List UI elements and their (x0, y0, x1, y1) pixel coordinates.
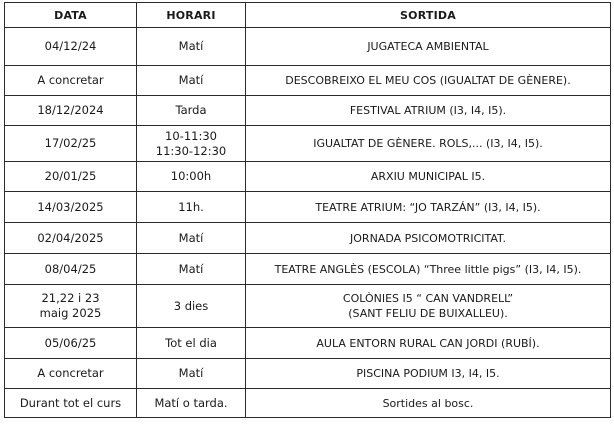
cell-data (5, 192, 137, 223)
cell-text: Matí (178, 366, 204, 380)
header-sortida: SORTIDA (246, 3, 611, 28)
cell-horari (137, 96, 246, 126)
cell-text: (SANT FELIU DE BUIXALLEU). (348, 307, 508, 320)
cell-text: 02/04/2025 (37, 230, 104, 245)
table-row (5, 126, 611, 162)
cell-horari (137, 254, 246, 285)
cell-horari (137, 223, 246, 254)
cell-sortida (246, 359, 611, 389)
cell-data (5, 126, 137, 162)
cell-text: TEATRE ATRIUM: “JO TARZÁN” (I3, I4, I5). (315, 200, 541, 214)
cell-text: FESTIVAL ATRIUM (I3, I4, I5). (349, 104, 507, 117)
cell-text: maig 2025 (39, 306, 102, 320)
table-row (5, 389, 611, 418)
cell-horari (137, 126, 246, 162)
cell-data (5, 96, 137, 126)
cell-text: 14/03/2025 (37, 199, 104, 214)
cell-horari (137, 162, 246, 192)
cell-horari (137, 192, 246, 223)
cell-text: COLÒNIES I5 “ CAN VANDRELL” (342, 292, 514, 305)
header-row (5, 3, 611, 28)
cell-text: 3 dies (173, 298, 209, 313)
cell-sortida (246, 126, 611, 162)
table-row (5, 359, 611, 389)
cell-data (5, 359, 137, 389)
outings-table (4, 2, 611, 418)
cell-data (5, 328, 137, 359)
cell-sortida (246, 192, 611, 223)
cell-text: Durant tot el curs (19, 395, 122, 410)
table-row (5, 328, 611, 359)
cell-text: 05/06/25 (44, 335, 97, 350)
cell-text: TEATRE ANGLÈS (ESCOLA) “Three little pigs” (I3, I4, I5). (274, 262, 582, 276)
cell-text: Matí (178, 230, 204, 245)
table-row (5, 285, 611, 328)
cell-text: DESCOBREIXO EL MEU COS (IGUALTAT DE GÈNERE). (285, 74, 571, 87)
cell-horari (137, 389, 246, 418)
cell-horari (137, 285, 246, 328)
cell-horari (137, 28, 246, 66)
table-row (5, 192, 611, 223)
table-row (5, 28, 611, 66)
cell-data (5, 28, 137, 66)
cell-text: AULA ENTORN RURAL CAN JORDI (RUBÍ). (316, 336, 540, 350)
cell-sortida (246, 254, 611, 285)
cell-text: A concretar (37, 73, 104, 87)
cell-data (5, 254, 137, 285)
cell-text: 21,22 i 23 (41, 291, 100, 305)
cell-horari (137, 328, 246, 359)
cell-text: IGUALTAT DE GÈNERE. ROLS,... (I3, I4, I5). (313, 137, 543, 150)
cell-text: JUGATECA AMBIENTAL (367, 40, 489, 53)
cell-text: 20/01/25 (44, 169, 97, 183)
header-data: DATA (5, 3, 137, 28)
cell-sortida (246, 389, 611, 418)
cell-text: Matí (178, 261, 204, 276)
cell-text: Matí (178, 39, 204, 53)
cell-text: Matí o tarda. (154, 395, 228, 410)
cell-text: 10:00h (170, 169, 212, 183)
cell-text: 04/12/24 (44, 39, 97, 53)
cell-sortida (246, 223, 611, 254)
cell-text: JORNADA PSICOMOTRICITAT. (350, 231, 506, 245)
cell-text: 11h. (178, 199, 204, 214)
cell-text: 17/02/25 (44, 136, 97, 150)
cell-data (5, 389, 137, 418)
cell-text: 18/12/2024 (37, 103, 104, 117)
cell-text: 10-11:30 (165, 128, 217, 143)
cell-data (5, 66, 137, 96)
cell-data (5, 285, 137, 328)
header-horari: HORARI (137, 3, 246, 28)
cell-sortida (246, 328, 611, 359)
table-row (5, 223, 611, 254)
cell-data (5, 223, 137, 254)
cell-horari (137, 66, 246, 96)
cell-horari (137, 359, 246, 389)
table-body (5, 28, 611, 418)
cell-text: 08/04/25 (44, 261, 97, 276)
cell-text: Tot el dia (165, 335, 217, 350)
table-row (5, 162, 611, 192)
cell-text: PISCINA PODIUM I3, I4, I5. (356, 367, 500, 380)
cell-text: A concretar (37, 366, 104, 380)
cell-text: Matí (178, 73, 204, 87)
table-row (5, 66, 611, 96)
table-row (5, 254, 611, 285)
cell-sortida (246, 96, 611, 126)
cell-sortida (246, 66, 611, 96)
cell-text: Sortides al bosc. (382, 396, 474, 410)
cell-sortida (246, 285, 611, 328)
cell-data (5, 162, 137, 192)
cell-sortida (246, 162, 611, 192)
cell-text: ARXIU MUNICIPAL I5. (370, 170, 486, 183)
cell-sortida (246, 28, 611, 66)
cell-text: 11:30-12:30 (155, 143, 227, 158)
table-row (5, 96, 611, 126)
cell-text: Tarda (175, 103, 207, 117)
